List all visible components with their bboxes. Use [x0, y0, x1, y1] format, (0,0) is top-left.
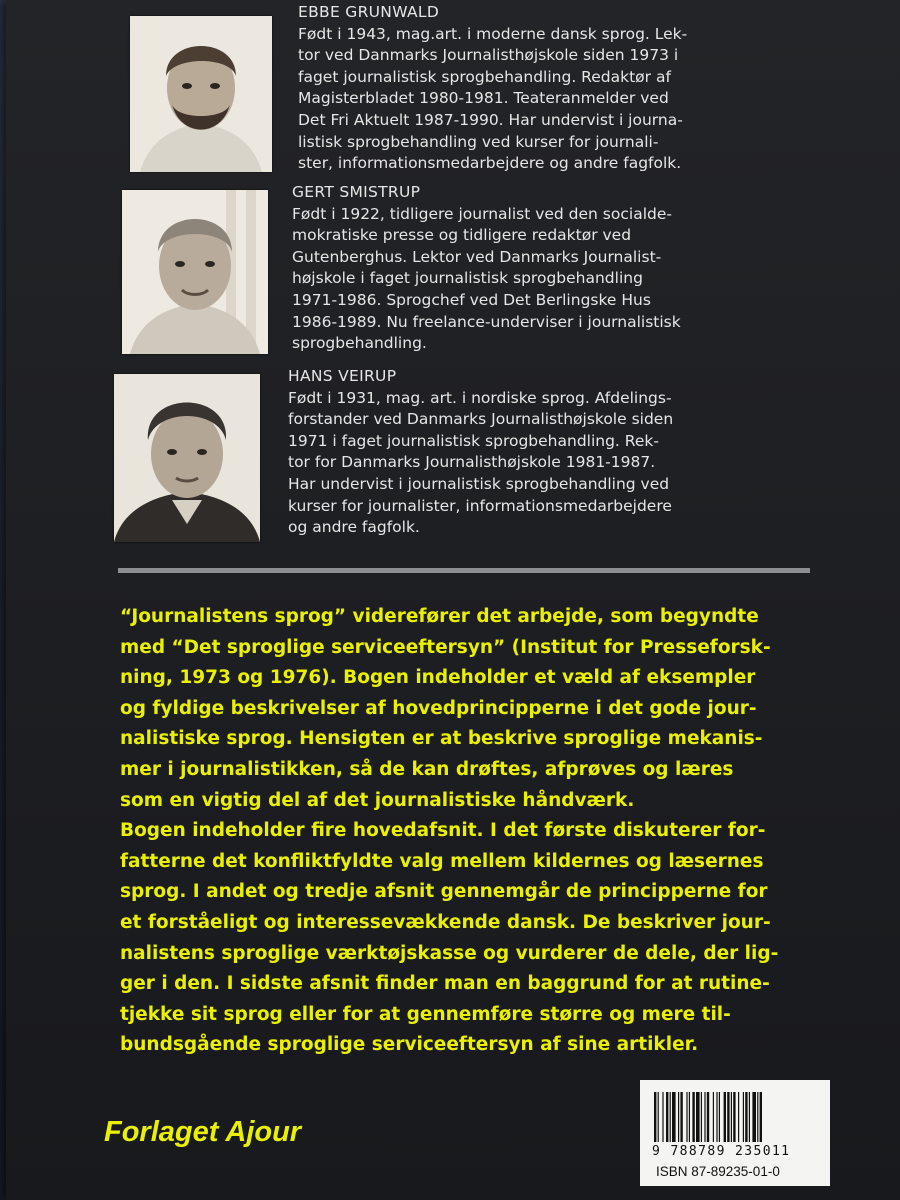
ean-number: 9 788789 235011	[652, 1144, 791, 1159]
barcode-bar	[731, 1092, 732, 1142]
barcode-bar	[749, 1092, 750, 1142]
description-line: mer i journalistikken, så de kan drøftes, afprøves og læres	[120, 758, 734, 780]
bio-line: tor ved Danmarks Journalisthøjskole siden 1973 i	[298, 46, 679, 65]
description-line: bundsgående sproglige serviceeftersyn af sine artikler.	[120, 1034, 699, 1056]
bio-line: 1986-1989. Nu freelance-underviser i journalistisk	[292, 312, 681, 331]
section-divider	[118, 568, 810, 573]
bio-line: tor for Danmarks Journalisthøjskole 1981-1987.	[288, 453, 656, 472]
portrait-icon	[130, 16, 272, 172]
author-name: GERT SMISTRUP	[292, 183, 421, 201]
bio-line: mokratiske presse og tidligere redaktør ved	[292, 226, 632, 245]
barcode-bar	[760, 1092, 762, 1142]
bio-line: faget journalistisk sprogbehandling. Redaktør af	[298, 67, 671, 86]
isbn-number: ISBN 87-89235-01-0	[656, 1164, 780, 1179]
barcode-bar	[680, 1092, 682, 1142]
description-line: ger i den. I sidste afsnit finder man en baggrund for at rutine-	[120, 973, 770, 995]
bio-line: Det Fri Aktuelt 1987-1990. Har undervist i journa-	[298, 110, 683, 129]
portrait-icon	[114, 374, 260, 542]
bio-line: Gutenberghus. Lektor ved Danmarks Journalist-	[292, 247, 662, 266]
barcode-bar	[658, 1092, 659, 1142]
bio-line: Magisterbladet 1980-1981. Teateranmelder ved	[298, 89, 669, 108]
barcode-bar	[757, 1092, 758, 1142]
barcode-bar	[707, 1092, 709, 1142]
barcode-bar	[701, 1092, 702, 1142]
barcode-bar	[689, 1092, 690, 1142]
author-bio-2	[292, 182, 681, 355]
description-line: Bogen indeholder fire hovedafsnit. I det første diskuterer for-	[120, 820, 766, 842]
bio-line: sprogbehandling.	[292, 334, 427, 353]
barcode-bar	[666, 1092, 668, 1142]
author-name: EBBE GRUNWALD	[298, 3, 440, 21]
description-line: nalistens sproglige værktøjskasse og vurderer de dele, der lig-	[120, 942, 779, 964]
barcode-bar	[670, 1092, 671, 1142]
bio-line: 1971-1986. Sprogchef ved Det Berlingske Hus	[292, 290, 651, 309]
barcode-bar	[678, 1092, 679, 1142]
barcode-bar	[752, 1092, 756, 1142]
barcode-bar	[696, 1092, 700, 1142]
description-line: fatterne det konfliktfyldte valg mellem kildernes og læsernes	[120, 850, 764, 872]
barcode-bar	[719, 1092, 720, 1142]
description-line: et forståeligt og interessevækkende dansk. De beskriver jour-	[120, 911, 771, 933]
description-line: “Journalistens sprog” viderefører det arbejde, som begyndte	[120, 606, 759, 627]
book-back-cover	[6, 0, 900, 1200]
barcode-bar	[724, 1092, 726, 1142]
description-line: som en vigtig del af det journalistiske håndværk.	[120, 789, 635, 811]
bio-line: højskole i faget journalistisk sprogbehandling	[292, 269, 643, 288]
barcode-bar	[654, 1092, 656, 1142]
author-photo-hans-veirup	[114, 374, 260, 542]
description-line: ning, 1973 og 1976). Bogen indeholder et væld af eksempler	[120, 667, 756, 689]
bio-line: forstander ved Danmarks Journalisthøjskole siden	[288, 410, 674, 429]
barcode-bar	[716, 1092, 717, 1142]
bio-line: Født i 1943, mag.art. i moderne dansk sprog. Lek-	[298, 24, 688, 43]
bio-line: Har undervist i journalistisk sprogbehandling ved	[288, 474, 670, 493]
barcode-bar	[713, 1092, 714, 1142]
portrait-icon	[122, 190, 268, 354]
barcode-bar	[733, 1092, 735, 1142]
barcode-bar	[686, 1092, 687, 1142]
author-photo-ebbe-grunwald	[130, 16, 272, 172]
barcode-label	[640, 1080, 830, 1186]
description-line: med “Det sproglige serviceeftersyn” (Institut for Presseforsk-	[120, 636, 771, 658]
bio-line: Født i 1931, mag. art. i nordiske sprog. Afdelings-	[288, 388, 672, 407]
book-description	[120, 602, 828, 1061]
bio-line: 1971 i faget journalistisk sprogbehandling. Rek-	[288, 431, 659, 450]
barcode-bar	[745, 1092, 747, 1142]
author-photo-gert-smistrup	[122, 190, 268, 354]
bio-line: listisk sprogbehandling ved kurser for journali-	[298, 132, 659, 151]
barcode-bar	[704, 1092, 705, 1142]
barcode-bar	[738, 1092, 739, 1142]
publisher-name: Forlaget Ajour	[104, 1116, 302, 1148]
barcode-bar	[743, 1092, 744, 1142]
description-line: sprog. I andet og tredje afsnit gennemgår de principperne for	[120, 881, 768, 903]
bio-line: ster, informationsmedarbejdere og andre fagfolk.	[298, 154, 682, 173]
author-name: HANS VEIRUP	[288, 367, 397, 385]
barcode-bar	[727, 1092, 729, 1142]
author-bio-3	[288, 366, 673, 539]
description-line: tjekke sit sprog eller for at gennemføre større og mere til-	[120, 1003, 731, 1025]
bio-line: og andre fagfolk.	[288, 518, 420, 537]
bio-line: Født i 1922, tidligere journalist ved den socialde-	[292, 204, 672, 223]
author-bio-1	[298, 2, 687, 175]
barcode-bar	[672, 1092, 676, 1142]
bio-line: kurser for journalister, informationsmedarbejdere	[288, 496, 672, 515]
barcode-bar	[662, 1092, 663, 1142]
description-line: og fyldige beskrivelser af hovedprincipperne i det gode jour-	[120, 697, 757, 719]
barcode-bar	[692, 1092, 694, 1142]
barcode-icon	[654, 1092, 816, 1142]
description-line: nalistiske sprog. Hensigten er at beskrive sproglige mekanis-	[120, 728, 763, 750]
